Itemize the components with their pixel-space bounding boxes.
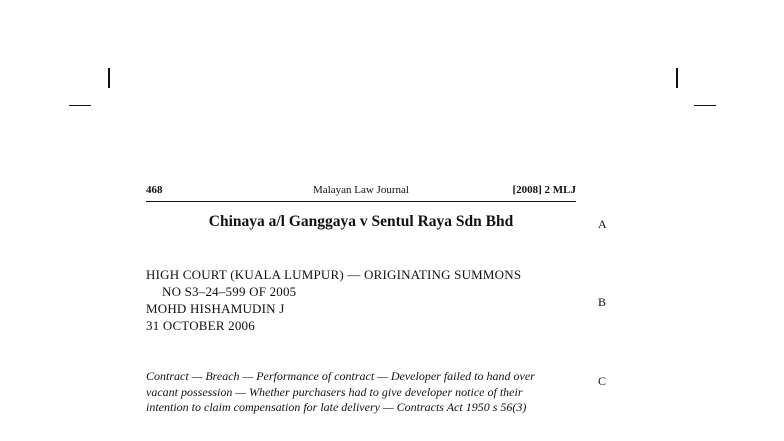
crop-mark-top-right-vertical [676,68,678,88]
margin-letter-a: A [598,217,607,231]
court-info [146,266,586,334]
catchwords [146,369,576,416]
running-head [146,184,576,200]
running-head-rule [146,201,576,202]
margin-letter-c: C [598,374,607,388]
catchwords-line: vacant possession — Whether purchasers had to give developer notice of their [146,384,523,399]
judgment-date: 31 OCTOBER 2006 [146,318,255,333]
citation: [2008] 2 MLJ [512,184,576,196]
judge-name: MOHD HISHAMUDIN J [146,301,285,316]
court-line: HIGH COURT (KUALA LUMPUR) — ORIGINATING SUMMONS [146,267,522,282]
catchwords-line: intention to claim compensation for late delivery — Contracts Act 1950 s 56(3) [146,400,527,414]
crop-mark-top-left-vertical [108,68,110,88]
case-title: Chinaya a/l Ganggaya v Sentul Raya Sdn Bhd [208,213,514,230]
page-number: 468 [146,184,163,196]
journal-name: Malayan Law Journal [313,184,409,196]
crop-mark-top-right-horizontal [694,105,716,106]
crop-mark-top-left-horizontal [69,105,91,106]
catchwords-line: Contract — Breach — Performance of contract — Developer failed to hand over [146,369,535,383]
summons-number: NO S3–24–599 OF 2005 [162,284,297,299]
margin-letter-b: B [598,295,607,309]
